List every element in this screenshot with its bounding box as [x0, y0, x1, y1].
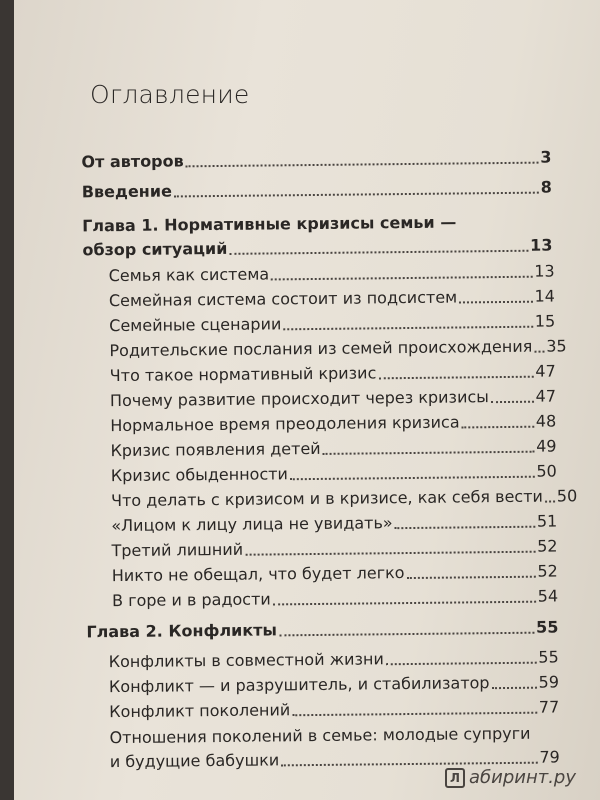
entry-title-line1: Глава 1. Нормативные кризисы семьи —	[82, 212, 457, 236]
leader-dots	[407, 575, 536, 579]
entry-title-line1: Отношения поколений в семье: молодые супруги	[109, 723, 531, 748]
entry-page: 54	[537, 586, 559, 606]
toc-entry	[111, 461, 557, 486]
entry-title: Семейная система состоит из подсистем	[108, 287, 458, 311]
entry-page: 77	[538, 697, 560, 717]
toc-entry-chapter-2	[86, 617, 558, 642]
leader-dots	[271, 275, 532, 281]
entry-title: и будущие бабушки	[109, 750, 280, 772]
entry-page: 35	[546, 336, 567, 356]
entry-page: 13	[534, 261, 555, 281]
table-of-contents	[14, 0, 600, 800]
toc-entry	[112, 561, 558, 586]
entry-title: «Лицом к лицу лица не увидать»	[111, 513, 393, 536]
leader-dots	[281, 761, 537, 767]
entry-title: Почему развитие происходит через кризисы	[109, 387, 489, 411]
toc-entry	[110, 436, 556, 461]
toc-entry	[109, 336, 567, 361]
toc-entry-introduction	[82, 177, 552, 202]
entry-title: обзор ситуаций	[82, 238, 228, 260]
entry-title: Родительские послания из семей происхождения	[109, 336, 533, 361]
entry-title: Семья как система	[108, 264, 270, 286]
entry-page: 8	[540, 177, 552, 197]
leader-dots	[290, 475, 535, 481]
toc-entry	[109, 311, 555, 336]
entry-title: Введение	[81, 181, 172, 202]
leader-dots	[491, 400, 534, 403]
entry-page: 50	[556, 486, 578, 506]
entry-title: Третий лишний	[111, 539, 244, 561]
toc-heading: Оглавление	[90, 80, 250, 109]
entry-page: 55	[538, 647, 559, 667]
labirint-logo-icon: Л	[445, 768, 465, 788]
entry-page: 52	[537, 561, 558, 581]
toc-entry	[109, 286, 555, 311]
book-page	[14, 0, 600, 800]
entry-page: 49	[536, 436, 557, 456]
toc-entry	[109, 647, 559, 672]
toc-entry	[111, 536, 557, 561]
toc-entry	[109, 697, 559, 722]
entry-page: 47	[535, 386, 557, 406]
entry-title: Кризис появления детей	[110, 438, 321, 461]
leader-dots	[273, 600, 536, 606]
watermark-text: абиринт.ру	[468, 767, 576, 788]
entry-page: 13	[530, 235, 553, 255]
leader-dots	[186, 161, 539, 168]
toc-entry	[110, 411, 556, 436]
leader-dots	[545, 499, 555, 502]
entry-title: От авторов	[81, 151, 184, 172]
entry-title: Конфликт — и разрушитель, и стабилизатор	[108, 673, 490, 697]
entry-page: 3	[540, 147, 552, 167]
entry-title: Кризис обыденности	[110, 464, 288, 486]
toc-entry	[109, 672, 559, 697]
toc-entry	[109, 261, 555, 286]
toc-entry	[111, 511, 557, 536]
leader-dots	[229, 249, 528, 255]
entry-page: 48	[535, 411, 557, 431]
entry-title: Нормальное время преодоления кризиса	[110, 412, 460, 436]
leader-dots	[492, 686, 537, 689]
toc-entry-from-authors	[81, 148, 551, 173]
toc-entry	[109, 723, 559, 772]
entry-title: Семейные сценарии	[109, 314, 282, 336]
leader-dots	[292, 711, 537, 717]
toc-entry	[110, 386, 556, 411]
entry-title: Что делать с кризисом и в кризисе, как себя вести	[110, 486, 543, 511]
entry-title: Глава 2. Конфликты	[86, 620, 278, 642]
entry-page: 52	[537, 536, 558, 556]
toc-entry-chapter-1	[82, 211, 552, 260]
entry-page: 51	[536, 511, 558, 531]
leader-dots	[245, 550, 535, 556]
entry-page: 55	[536, 617, 559, 637]
leader-dots	[459, 300, 532, 304]
entry-page: 15	[534, 311, 556, 331]
leader-dots	[283, 325, 533, 331]
entry-page: 50	[536, 461, 557, 481]
entry-title: Что такое нормативный кризис	[109, 363, 377, 386]
toc-entry	[110, 486, 578, 511]
leader-dots	[323, 450, 535, 455]
entry-title: Конфликт поколений	[109, 700, 291, 722]
entry-title: Конфликты в совместной жизни	[108, 649, 384, 672]
entry-page: 47	[535, 361, 556, 381]
leader-dots	[378, 375, 533, 380]
toc-entry	[110, 361, 556, 386]
toc-entry	[112, 586, 558, 611]
leader-dots	[386, 661, 537, 666]
labirint-watermark	[445, 767, 576, 788]
leader-dots	[174, 191, 539, 198]
leader-dots	[534, 350, 544, 353]
entry-page: 14	[534, 286, 556, 306]
entry-title: В горе и в радости	[111, 589, 271, 611]
leader-dots	[395, 525, 535, 529]
entry-page: 59	[538, 672, 560, 692]
entry-page: 79	[539, 747, 560, 767]
leader-dots	[462, 425, 534, 429]
entry-title: Никто не обещал, что будет легко	[111, 563, 405, 586]
leader-dots	[279, 631, 534, 637]
